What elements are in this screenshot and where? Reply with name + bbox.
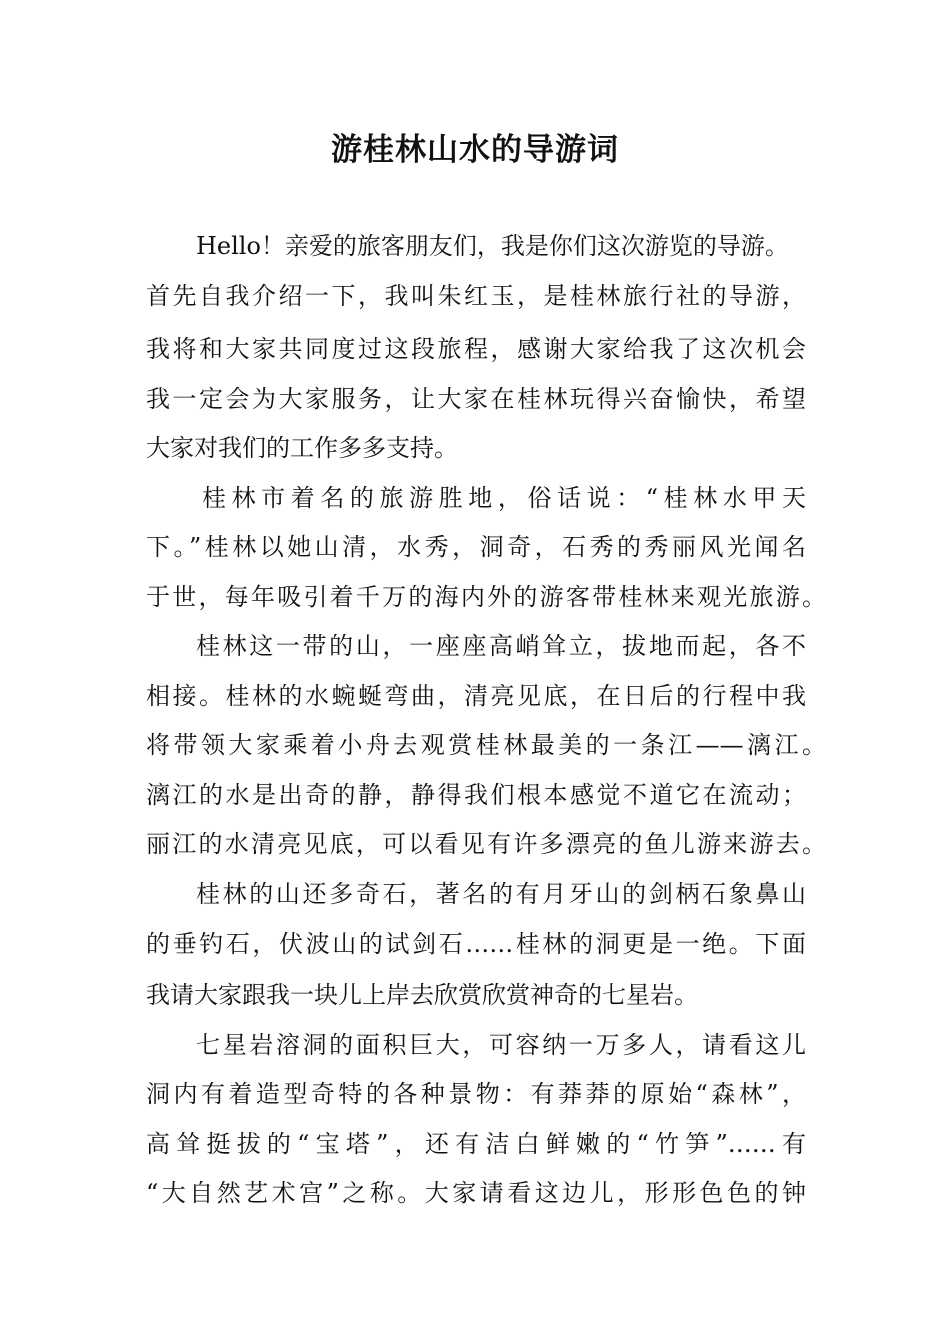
paragraph-line: 桂林市着名的旅游胜地，俗话说：“桂林水甲天 (202, 484, 806, 512)
paragraph-line: 大家对我们的工作多多支持。 (146, 434, 458, 462)
paragraph-line: Hello！亲爱的旅客朋友们，我是你们这次游览的导游。 (196, 232, 789, 260)
paragraph-line: 我请大家跟我一块儿上岸去欣赏欣赏神奇的七星岩。 (146, 981, 698, 1009)
paragraph-line: 漓江的水是出奇的静，静得我们根本感觉不道它在流动； (146, 781, 806, 809)
paragraph-line: 洞内有着造型奇特的各种景物：有莽莽的原始“森林”， (146, 1080, 806, 1108)
page-title: 游桂林山水的导游词 (331, 132, 619, 168)
paragraph-line: 我一定会为大家服务，让大家在桂林玩得兴奋愉快，希望 (146, 385, 806, 413)
paragraph-line: 丽江的水清亮见底，可以看见有许多漂亮的鱼儿游来游去。 (146, 830, 826, 858)
paragraph-line: 七星岩溶洞的面积巨大，可容纳一万多人，请看这儿 (196, 1031, 806, 1059)
paragraph-line: “大自然艺术宫”之称。大家请看这边儿，形形色色的钟 (146, 1179, 806, 1207)
paragraph-line: 首先自我介绍一下，我叫朱红玉，是桂林旅行社的导游， (146, 282, 806, 310)
paragraph-line: 我将和大家共同度过这段旅程，感谢大家给我了这次机会 (146, 335, 806, 363)
paragraph-line: 将带领大家乘着小舟去观赏桂林最美的一条江——漓江。 (146, 731, 826, 759)
paragraph-line: 下。”桂林以她山清，水秀，洞奇，石秀的秀丽风光闻名 (146, 533, 806, 561)
paragraph-line: 于世，每年吸引着千万的海内外的游客带桂林来观光旅游。 (146, 583, 826, 611)
paragraph-line: 高耸挺拔的“宝塔”，还有洁白鲜嫩的“竹笋”……有 (146, 1130, 806, 1158)
paragraph-line: 桂林这一带的山，一座座高峭耸立，拔地而起，各不 (196, 632, 806, 660)
paragraph-line: 相接。桂林的水蜿蜒弯曲，清亮见底，在日后的行程中我 (146, 682, 806, 710)
paragraph-line: 的垂钓石，伏波山的试剑石……桂林的洞更是一绝。下面 (146, 930, 806, 958)
paragraph-line: 桂林的山还多奇石，著名的有月牙山的剑柄石象鼻山 (196, 880, 806, 908)
